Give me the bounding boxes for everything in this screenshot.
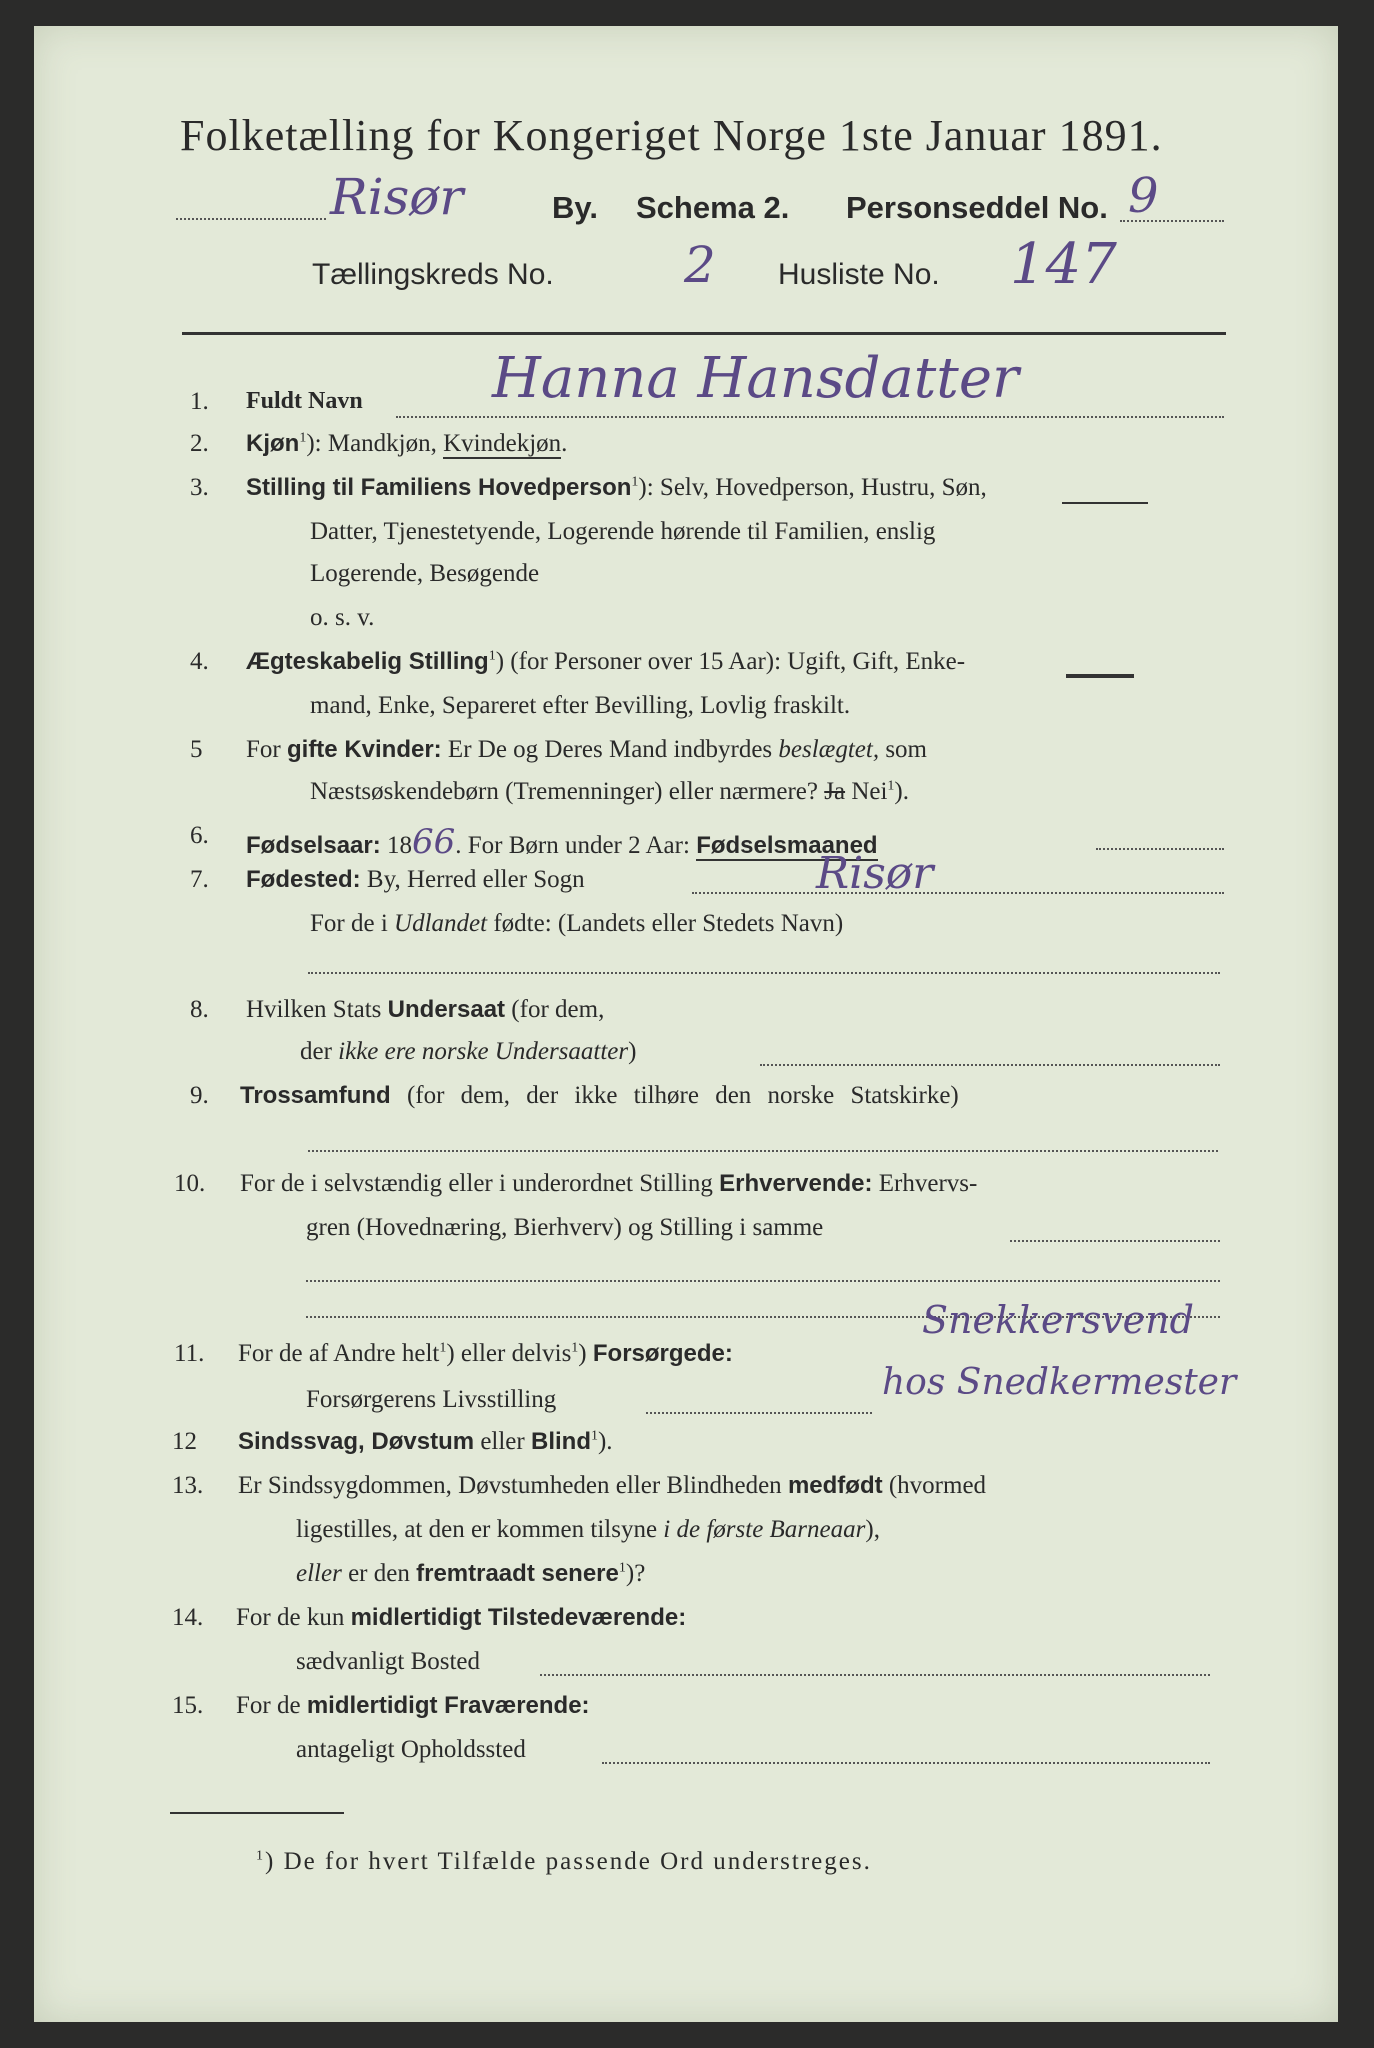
item-number: 8. xyxy=(190,996,209,1023)
dotted-line xyxy=(308,972,1220,974)
census-form-sheet xyxy=(34,26,1338,2022)
tellingskreds-label: Tællingskreds No. xyxy=(312,258,554,291)
dotted-line xyxy=(308,1150,1218,1152)
item-14-line-1: For de kun midlertidigt Tilstedeværende: xyxy=(236,1604,687,1631)
item-2-text: Kjøn$^1$): Mandkjøn, Kvindekjøn. xyxy=(246,430,568,457)
item-number: 1. xyxy=(190,388,209,415)
dotted-line xyxy=(1096,848,1224,850)
husliste-number: 147 xyxy=(1010,232,1117,297)
item-number: 6. xyxy=(190,822,209,849)
dependent-value: Snekkersvend xyxy=(922,1298,1194,1342)
item-12-line: Sindssvag, Døvstum eller Blind$^1$). xyxy=(238,1428,613,1455)
item-5-line-1: For gifte Kvinder: Er De og Deres Mand indbyrdes beslægtet, som xyxy=(246,736,928,763)
dotted-line xyxy=(692,892,1224,894)
dotted-line xyxy=(176,218,326,220)
husliste-label: Husliste No. xyxy=(778,258,940,291)
item-number: 11. xyxy=(174,1340,205,1367)
dotted-line xyxy=(1120,220,1224,222)
dotted-line xyxy=(306,1280,1220,1282)
item-3-line-3: Logerende, Besøgende xyxy=(310,560,540,587)
personseddel-number: 9 xyxy=(1128,168,1159,224)
dotted-line xyxy=(1010,1240,1220,1242)
item-number: 4. xyxy=(190,648,209,675)
item-5-line-2: Næstsøskendebørn (Tremenninger) eller nærmere? Ja Nei$^1$). xyxy=(310,778,909,805)
full-name-value: Hanna Hansdatter xyxy=(492,346,1019,411)
item-number: 5 xyxy=(190,736,203,763)
item-4-line-1: Ægteskabelig Stilling$^1$) (for Personer over 15 Aar): Ugift, Gift, Enke- xyxy=(246,648,966,675)
underline-hustru xyxy=(1062,502,1148,504)
dotted-line xyxy=(646,1412,872,1414)
by-label: By. xyxy=(552,190,598,225)
city-handwritten: Risør xyxy=(330,168,464,226)
item-9-line: Trossamfund (for dem, der ikke tilhøre den norske Statskirke) xyxy=(240,1082,959,1109)
form-title: Folketælling for Kongeriget Norge 1ste Januar 1891. xyxy=(180,111,1163,160)
provider-occupation-value: hos Snedkermester xyxy=(882,1362,1237,1403)
item-3-line-4: o. s. v. xyxy=(310,604,375,631)
item-15-line-1: For de midlertidigt Fraværende: xyxy=(236,1692,590,1719)
item-8-line-1: Hvilken Stats Undersaat (for dem, xyxy=(246,996,605,1023)
dotted-line xyxy=(760,1064,1220,1066)
item-3-line-2: Datter, Tjenestetyende, Logerende hørende til Familien, enslig xyxy=(310,518,936,545)
schema-label: Schema 2. xyxy=(636,190,790,225)
item-11-line-1: For de af Andre helt$^1$) eller delvis$^1$) Forsørgede: xyxy=(238,1340,733,1367)
item-13-line-1: Er Sindssygdommen, Døvstumheden eller Blindheden medfødt (hvormed xyxy=(238,1472,987,1499)
item-6-line: Fødselsaar: 1866. For Børn under 2 Aar: Fødselsmaaned xyxy=(246,822,878,862)
item-number: 9. xyxy=(190,1082,209,1109)
item-number: 13. xyxy=(172,1472,204,1499)
item-number: 10. xyxy=(174,1170,206,1197)
item-4-line-2: mand, Enke, Separeret efter Bevilling, Lovlig fraskilt. xyxy=(310,692,851,719)
dotted-line xyxy=(396,416,1224,418)
item-number: 3. xyxy=(190,474,209,501)
header-divider xyxy=(182,332,1226,335)
item-label-full-name: Fuldt Navn xyxy=(246,388,363,414)
item-15-line-2: antageligt Opholdssted xyxy=(296,1736,526,1763)
dotted-line xyxy=(602,1762,1210,1764)
item-7-line-1: Fødested: By, Herred eller Sogn xyxy=(246,866,585,893)
birthplace-value: Risør xyxy=(816,848,934,899)
footnote: $^1$) De for hvert Tilfælde passende Ord understreges. xyxy=(256,1848,872,1875)
item-13-line-2: ligestilles, at den er kommen tilsyne i de første Barneaar), xyxy=(296,1516,880,1543)
personseddel-label: Personseddel No. xyxy=(846,190,1108,225)
footnote-divider xyxy=(170,1812,344,1814)
item-number: 14. xyxy=(172,1604,204,1631)
item-number: 12 xyxy=(172,1428,197,1455)
underline-gift xyxy=(1066,674,1134,678)
item-13-line-3: eller er den fremtraadt senere$^1$)? xyxy=(296,1560,646,1587)
item-8-line-2: der ikke ere norske Undersaatter) xyxy=(300,1038,637,1065)
item-10-line-1: For de i selvstændig eller i underordnet Stilling Erhvervende: Erhvervs- xyxy=(240,1170,978,1197)
item-7-line-2: For de i Udlandet fødte: (Landets eller Stedets Navn) xyxy=(310,910,844,937)
item-number: 7. xyxy=(190,866,209,893)
item-number: 2. xyxy=(190,430,209,457)
item-11-line-2: Forsørgerens Livsstilling xyxy=(306,1386,557,1413)
item-14-line-2: sædvanligt Bosted xyxy=(296,1648,481,1675)
tellingskreds-number: 2 xyxy=(684,236,716,294)
item-10-line-2: gren (Hovednæring, Bierhverv) og Stilling i samme xyxy=(306,1214,824,1241)
item-3-line-1: Stilling til Familiens Hovedperson$^1$): Selv, Hovedperson, Hustru, Søn, xyxy=(246,474,987,501)
dotted-line xyxy=(540,1674,1210,1676)
item-number: 15. xyxy=(172,1692,204,1719)
